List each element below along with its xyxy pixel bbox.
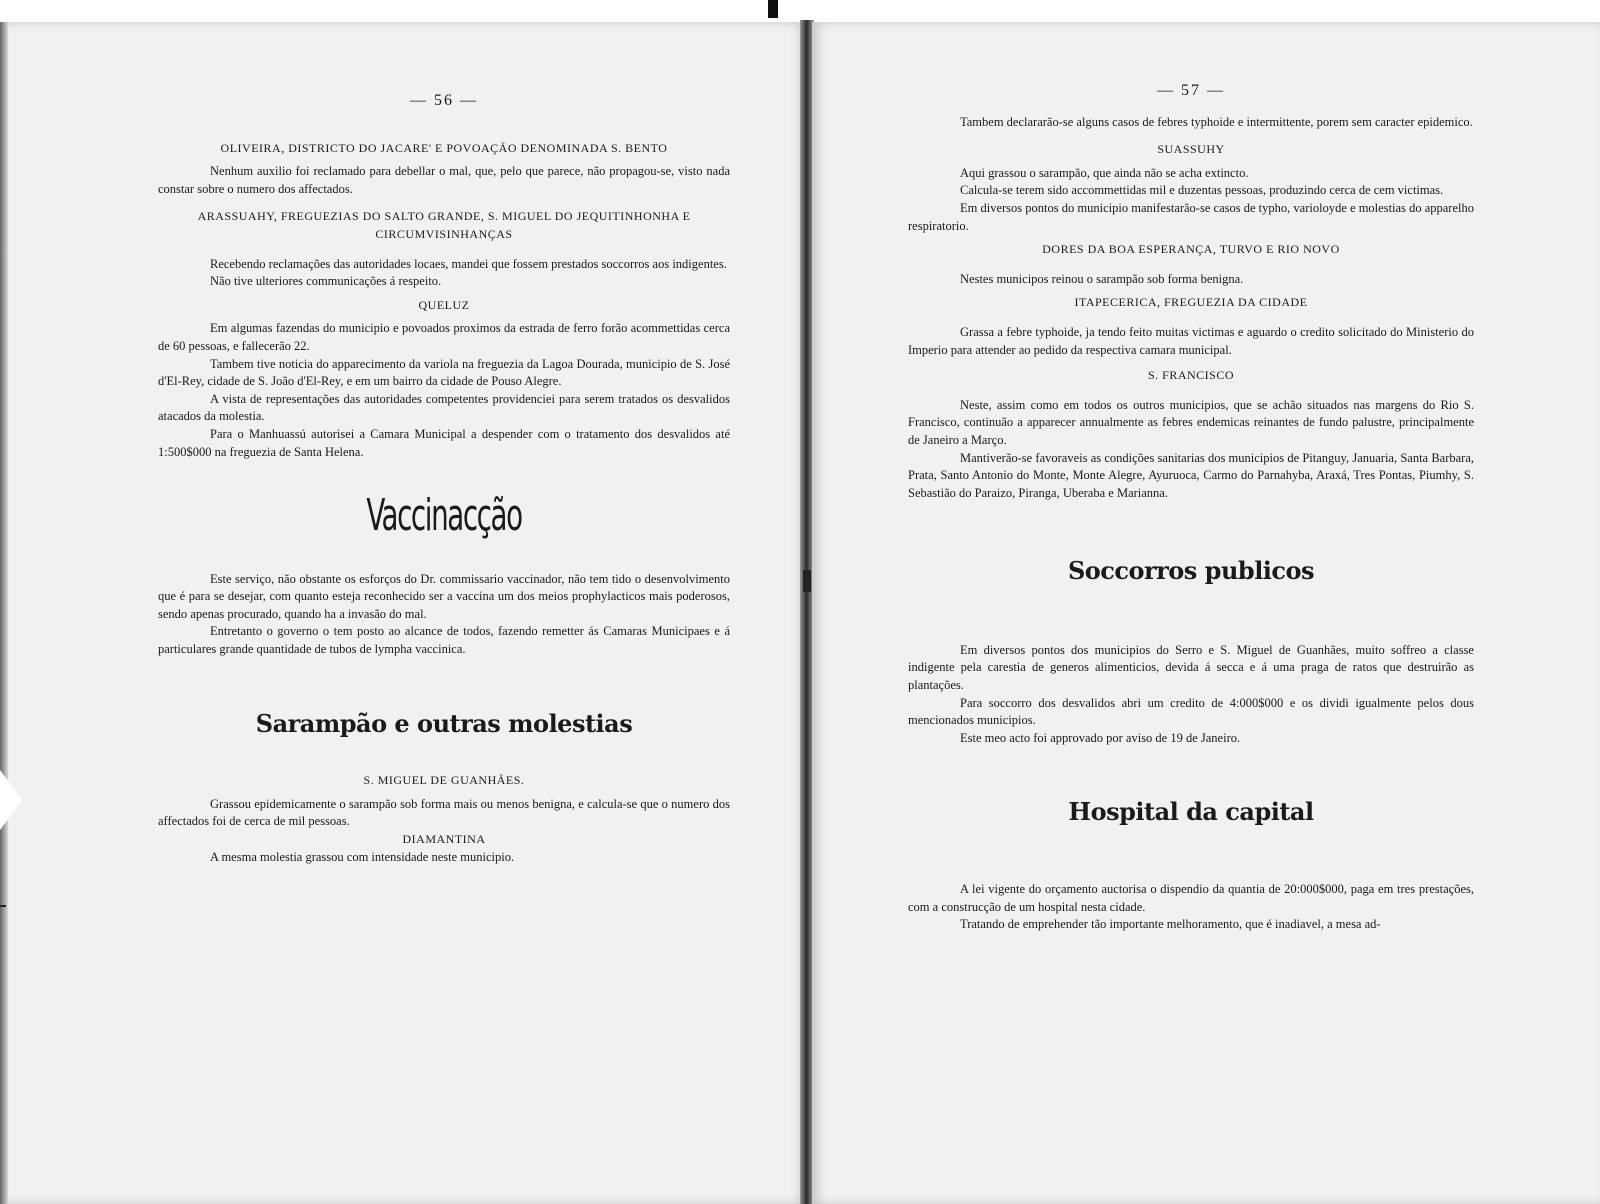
- paragraph: Este serviço, não obstante os esforços do Dr. commissario vaccinador, não tem tido o desenvolvimento que é para se desejar, com quanto esteja reconhecido ser a vaccina um dos meios prophylacticos mais poderosos, sendo apenas procurado, quando ha a invasão do mal.: [158, 571, 730, 621]
- hospital-title: Hospital da capital: [1068, 797, 1314, 827]
- paragraph: Em diversos pontos do municipio manifestarão-se casos de typho, varioloyde e molestias do apparelho respiratorio.: [908, 200, 1474, 233]
- paragraph: Para o Manhuassú autorisei a Camara Municipal a despender com o tratamento dos desvalidos até 1:500$000 na freguezia de Santa Helena.: [158, 426, 730, 459]
- edge-tick-mark: [0, 905, 6, 907]
- relief-title: Soccorros publicos: [1067, 556, 1315, 586]
- scan-top-margin: [0, 0, 1600, 22]
- section-heading: ARASSUAHY, FREGUEZIAS DO SALTO GRANDE, S. MIGUEL DO JEQUITINHONHA E CIRCUMVISINHANÇAS: [197, 209, 691, 241]
- paragraph: Calcula-se terem sido accommettidas mil e duzentas pessoas, produzindo cerca de cem victimas.: [960, 183, 1444, 198]
- paragraph: Tambem tive noticia do apparecimento da variola na freguezia da Lagoa Dourada, municipio de S. José d'El-Rey, cidade de S. João d'El-Rey, e em um bairro da cidade de Pouso Alegre.: [158, 356, 730, 389]
- page-edge-notch: [0, 770, 22, 830]
- binding-mark: [768, 0, 778, 18]
- left-page-edge: [0, 22, 8, 1204]
- page-number-left: — 56 —: [410, 92, 478, 109]
- section-heading: DORES DA BOA ESPERANÇA, TURVO E RIO NOVO: [1042, 242, 1340, 257]
- paragraph: Em diversos pontos dos municipios do Serro e S. Miguel de Guanhães, muito soffreo a classe indigente pela carestia de generos alimenticios, devida á secca e á uma praga de ratos que destruirão as plantações.: [908, 642, 1474, 693]
- paragraph: Aqui grassou o sarampão, que ainda não se acha extincto.: [960, 165, 1249, 180]
- paragraph: Grassou epidemicamente o sarampão sob forma mais ou menos benigna, e calcula-se que o numero dos affectados foi de cerca de mil pessoas.: [158, 796, 730, 829]
- vaccination-title: Vaccinacção: [366, 490, 522, 542]
- paragraph: Tambem declararão-se alguns casos de febres typhoide e intermittente, porem sem caracter epidemico.: [960, 114, 1473, 129]
- left-page-text: [158, 92, 730, 866]
- section-heading: S. MIGUEL DE GUANHÃES.: [363, 773, 525, 788]
- paragraph: Este meo acto foi approvado por aviso de 19 de Janeiro.: [960, 730, 1241, 745]
- paragraph: Em algumas fazendas do municipio e povoados proximos da estrada de ferro forão acommettidas cerca de 60 pessoas, e fallecerão 22.: [158, 321, 730, 353]
- paragraph: A mesma molestia grassou com intensidade neste municipio.: [210, 849, 515, 864]
- binding-thread-mark: [803, 570, 811, 592]
- paragraph: Mantiverão-se favoraveis as condições sanitarias dos municipios de Pitanguy, Januaria, Santa Barbara, Prata, Santo Antonio do Monte, Monte Alegre, Ayuruoca, Carmo do Parnahyba, Araxá, Tres Pontas, Piumhy, S. Sebastião do Paraizo, Piranga, Uberaba e Marianna.: [908, 450, 1474, 500]
- paragraph: Para soccorro dos desvalidos abri um credito de 4:000$000 e os dividi igualmente pelos dous mencionados municipios.: [908, 695, 1474, 728]
- section-heading: DIAMANTINA: [402, 832, 486, 847]
- paragraph: Nestes municipos reinou o sarampão sob forma benigna.: [960, 271, 1244, 286]
- paragraph: Neste, assim como em todos os outros municipios, que se achão situados nas margens do Rio S. Francisco, continuão a apparecer annualmente as febres endemicas reinantes de fundo palustre, principalmente de Janeiro a Março.: [908, 397, 1474, 447]
- paragraph: Recebendo reclamações das autoridades locaes, mandei que fossem prestados soccorros aos indigentes.: [210, 256, 727, 271]
- paragraph: A lei vigente do orçamento auctorisa o dispendio da quantia de 20:000$000, paga em tres prestações, com a construcção de um hospital nesta cidade.: [908, 882, 1474, 914]
- section-heading: ITAPECERICA, FREGUEZIA DA CIDADE: [1074, 295, 1308, 310]
- paragraph: Entretanto o governo o tem posto ao alcance de todos, fazendo remetter ás Camaras Municipaes e á particulares grande quantidade de tubos de lympha vaccinica.: [158, 624, 730, 657]
- measles-title: Sarampão e outras molestias: [255, 708, 633, 738]
- right-page-text: [908, 82, 1474, 934]
- section-heading: S. FRANCISCO: [1147, 368, 1235, 383]
- paragraph: A vista de representações das autoridades competentes providenciei para serem tratados os desvalidos atacados da molestia.: [158, 391, 730, 424]
- section-heading: OLIVEIRA, DISTRICTO DO JACARE' E POVOAÇÃO DENOMINADA S. BENTO: [220, 140, 668, 155]
- paragraph: Grassa a febre typhoide, ja tendo feito muitas victimas e aguardo o credito solicitado do Ministerio do Imperio para attender ao pedido da respectiva camara municipal.: [908, 324, 1474, 357]
- section-heading: SUASSUHY: [1157, 142, 1225, 157]
- paragraph: Não tive ulteriores communicações á respeito.: [210, 274, 442, 289]
- paragraph: Tratando de emprehender tão importante melhoramento, que é inadiavel, a mesa ad-: [960, 917, 1381, 932]
- paragraph: Nenhum auxilio foi reclamado para debellar o mal, que, pelo que parece, não propagou-se, visto nada constar sobre o numero dos affectados.: [158, 164, 730, 196]
- section-heading: QUELUZ: [418, 297, 470, 312]
- page-number-right: — 57 —: [1157, 82, 1225, 99]
